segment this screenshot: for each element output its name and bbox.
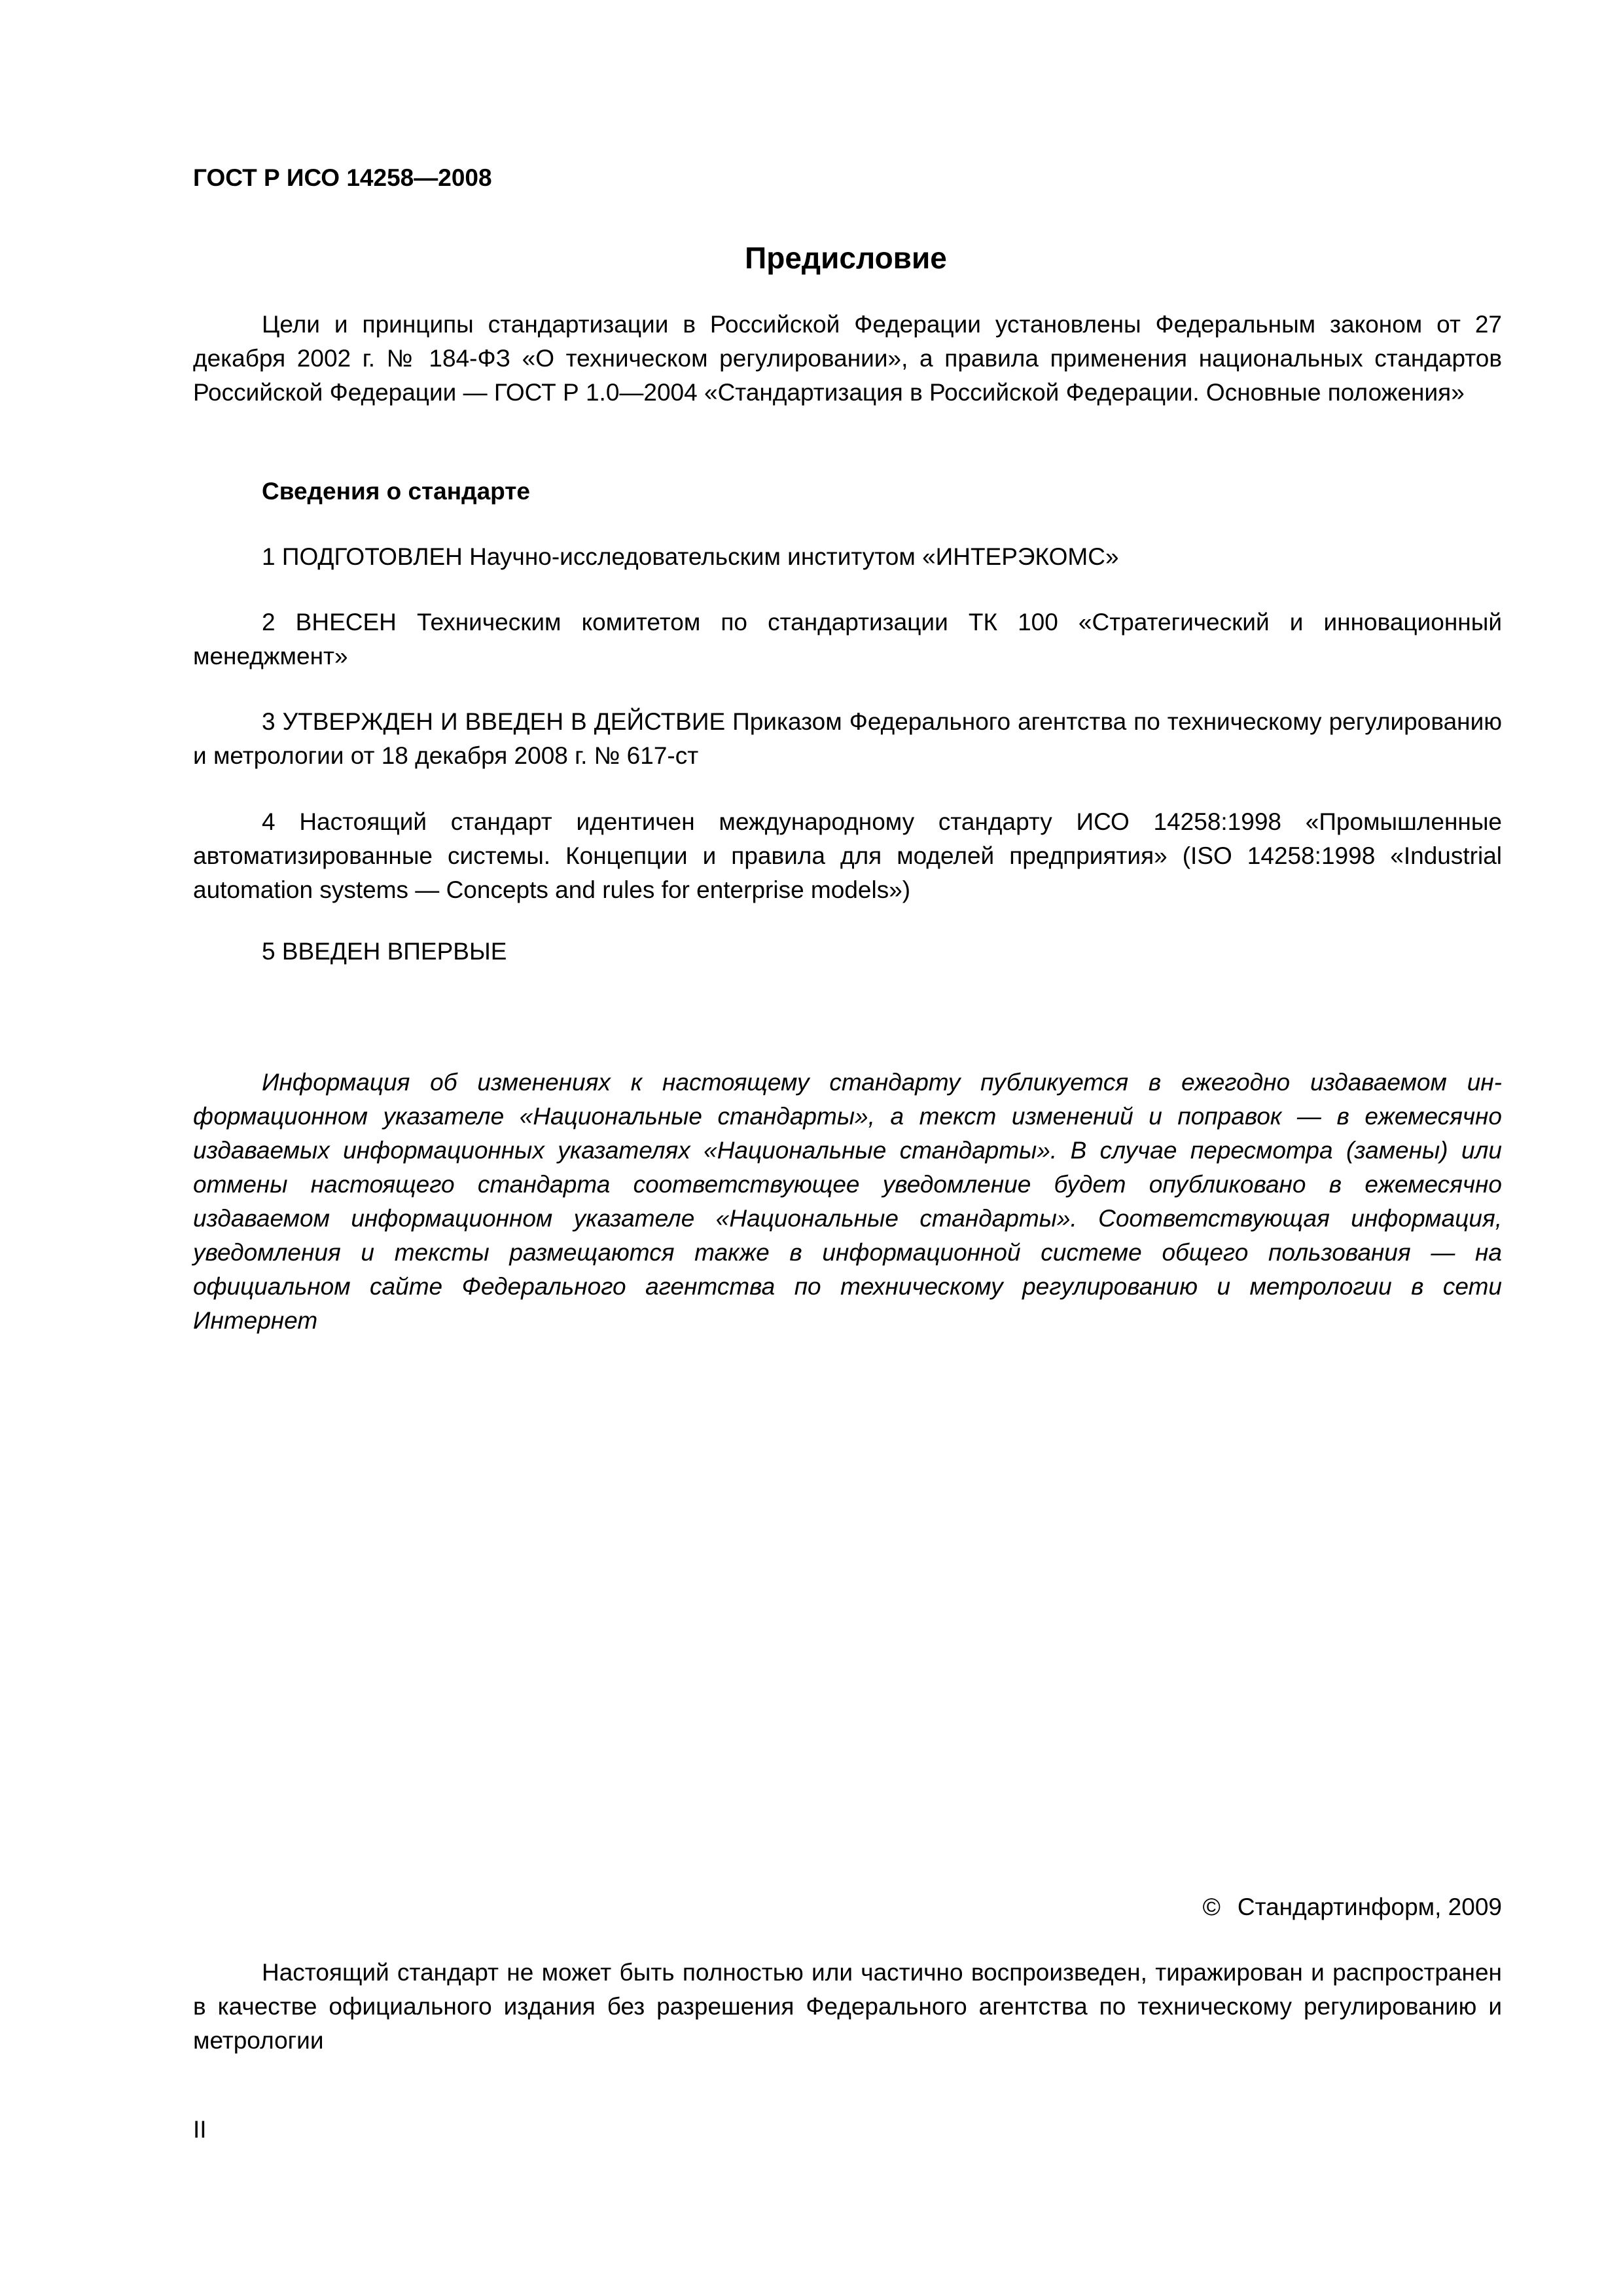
page-number: II: [193, 2116, 207, 2143]
copyright-icon: ©: [1202, 1893, 1221, 1920]
standard-info-item-1: 1 ПОДГОТОВЛЕН Научно-исследовательским институтом «ИНТЕРЭКОМС»: [262, 543, 1119, 570]
copyright-text: Стандартинформ, 2009: [1237, 1893, 1502, 1920]
standard-info-subheading: Сведения о стандарте: [262, 478, 530, 505]
standard-info-item-3: 3 УТВЕРЖДЕН И ВВЕДЕН В ДЕЙСТВИЕ Приказом Федерального агентства по техническому регулированию и метрологии от 18 декабря 2008 г. № 617-ст: [193, 708, 1502, 769]
standard-info-item-2: 2 ВНЕСЕН Техническим комитетом по стандартизации ТК 100 «Стратегический и инновационный менеджмент»: [193, 609, 1502, 670]
copyright-line: [1203, 1890, 1502, 1924]
document-code-header: ГОСТ Р ИСО 14258—2008: [193, 164, 492, 191]
standard-info-item-5: 5 ВВЕДЕН ВПЕРВЫЕ: [262, 938, 507, 965]
preface-intro-paragraph: Цели и принципы стандартизации в Российской Федерации установлены Федеральным законом от 27 декабря 2002 г. № 184-ФЗ «О техническом регулировании», а правила применения национальных стандартов Российской Федерации — ГОСТ Р 1.0—2004 «Стандартизация в Российской Федерации. Основные положения»: [193, 311, 1502, 406]
preface-title: Предисловие: [745, 241, 947, 275]
reproduction-notice-paragraph: Настоящий стандарт не может быть полностью или частично воспроизведен, тиражирован и распространен в качестве официального издания без разрешения Федерального агентства по техническому регулированию и метрологии: [193, 1959, 1502, 2054]
standard-info-item-4: 4 Настоящий стандарт идентичен международному стандарту ИСО 14258:1998 «Промышленные автоматизированные системы. Концепции и правила для моделей предприятия» (ISO 14258:1998 «Industrial automation systems — Concepts and rules for enterprise models»): [193, 808, 1502, 903]
changes-notice-paragraph: Информация об изменениях к настоящему стандарту публикуется в ежегодно издаваемом информационном указателе «Национальные стандарты», а текст изменений и поправок — в ежемесячно издаваемых информационных указателях «Национальные стандарты». В случае пересмотра (замены) или отмены настоящего стандарта соответствующее уведомление будет опубликовано в ежемесячно издаваемом информационном указателе «Национальные стандарты». Соответствующая информация, уведомления и тексты размещаются также в информационной системе общего пользования — на официальном сайте Федерального агентства по техническому регулированию и метрологии в сети Интернет: [193, 1069, 1502, 1334]
